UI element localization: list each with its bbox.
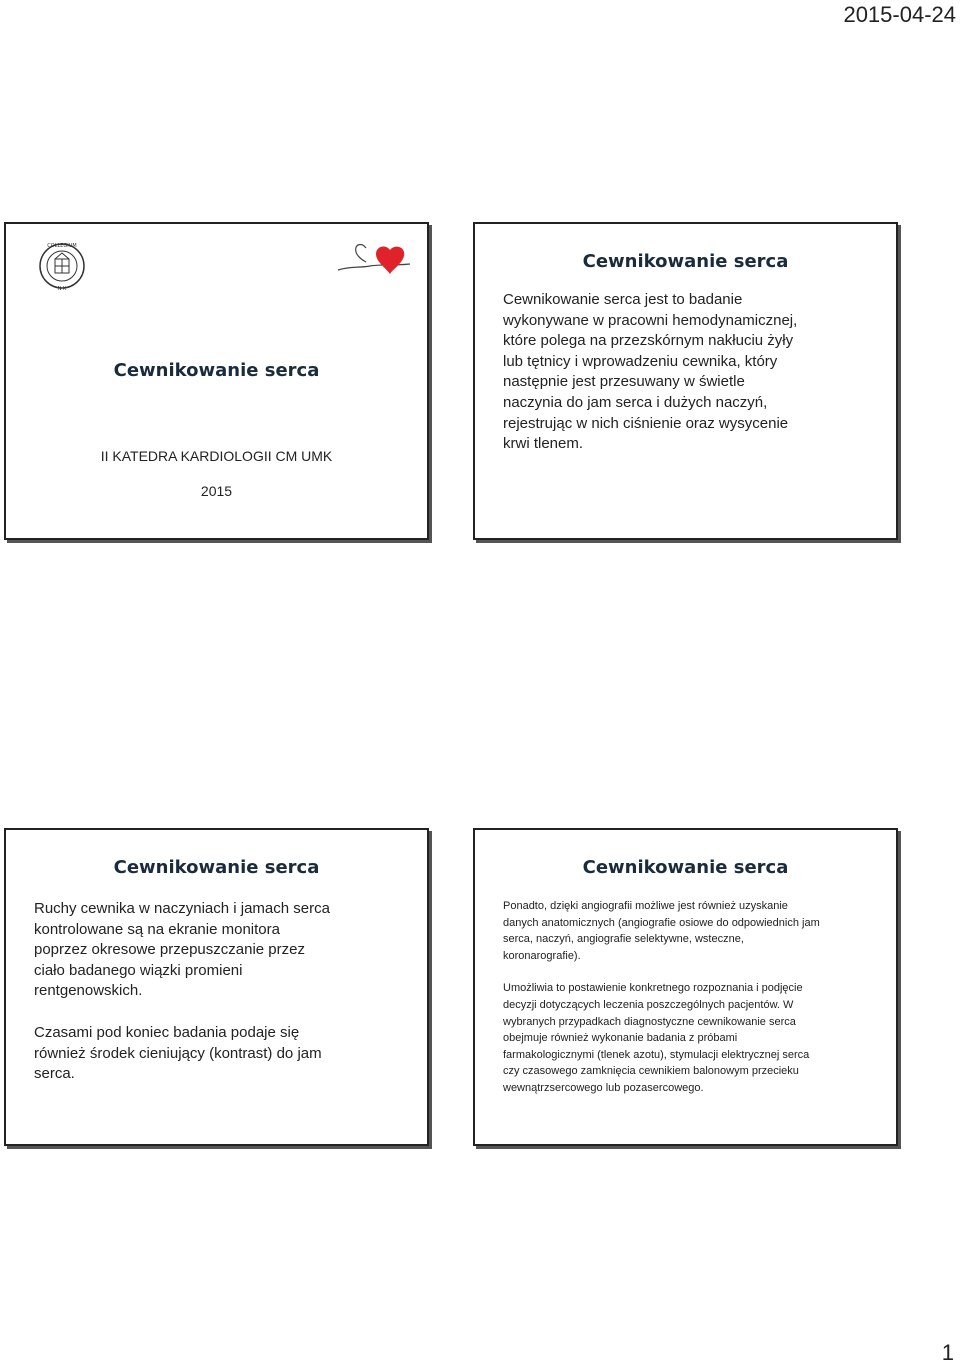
department-name: II KATEDRA KARDIOLOGII CM UMK — [100, 448, 333, 464]
text-line: naczynia do jam serca i dużych naczyń, — [503, 393, 768, 411]
text-line: danych anatomicznych (angiografie osiowe do odpowiednich jam — [503, 916, 820, 929]
slide-1 — [4, 222, 429, 540]
text-line: Cewnikowanie serca jest to badanie — [503, 291, 743, 308]
text-line: czy czasowego zamknięcia cewnikiem balonowym przecieku — [503, 1065, 799, 1078]
text-line: Czasami pod koniec badania podaje się — [34, 1023, 300, 1041]
text-line: serca. — [34, 1065, 75, 1083]
page-number: 1 — [941, 1340, 954, 1365]
slide-4 — [473, 828, 898, 1146]
text-line: rentgenowskich. — [34, 982, 143, 1000]
text-line: lub tętnicy i wprowadzeniu cewnika, który — [503, 352, 778, 370]
text-line: wewnątrzsercowego lub pozasercowego. — [503, 1081, 704, 1094]
heart-logo — [336, 242, 412, 282]
text-line: serca, naczyń, angiografie selektywne, wsteczne, — [503, 933, 744, 946]
slide-title: Cewnikowanie serca — [113, 857, 320, 878]
slide-title: Cewnikowanie serca — [113, 360, 320, 381]
text-line: kontrolowane są na ekranie monitora — [34, 920, 280, 938]
text-line: Umożliwia to postawienie konkretnego rozpoznania i podjęcie — [503, 982, 803, 995]
text-line: również środek cieniujący (kontrast) do jam — [34, 1044, 322, 1062]
slide-title: Cewnikowanie serca — [582, 251, 789, 272]
text-line: które polega na przezskórnym nakłuciu żyły — [503, 332, 794, 350]
text-line: farmakologicznymi (tlenek azotu), stymulacji elektrycznej serca — [503, 1048, 810, 1061]
text-line: koronarografie). — [503, 949, 581, 962]
text-line: ciało badanego wiązki promieni — [34, 961, 243, 979]
text-line: następnie jest przesuwany w świetle — [503, 373, 745, 391]
text-line: decyzji dotyczących leczenia poszczególnych pacjentów. W — [503, 998, 794, 1011]
slide-title: Cewnikowanie serca — [582, 857, 789, 878]
text-line: poprzez okresowe przepuszczanie przez — [34, 941, 305, 959]
text-line: krwi tlenem. — [503, 435, 584, 453]
page-date: 2015-04-24 — [843, 2, 956, 27]
svg-text:N·K: N·K — [57, 286, 67, 292]
slide-body — [503, 290, 893, 455]
slide-body — [503, 898, 893, 1097]
text-line: obejmuje również wykonanie badania z próbami — [503, 1032, 738, 1045]
text-line: rejestrując w nich ciśnienie oraz wysycenie — [503, 414, 789, 432]
svg-text:COLLEGIUM: COLLEGIUM — [47, 243, 77, 249]
slide-body — [34, 899, 424, 1085]
text-line: wykonywane w pracowni hemodynamicznej, — [503, 311, 798, 329]
year: 2015 — [200, 483, 233, 499]
text-line: wybranych przypadkach diagnostyczne cewnikowanie serca — [503, 1015, 796, 1028]
text-line: Ruchy cewnika w naczyniach i jamach serca — [34, 900, 330, 917]
collegium-medicum-seal-logo — [38, 235, 86, 297]
slide-2 — [473, 222, 898, 540]
text-line: Ponadto, dzięki angiografii możliwe jest również uzyskanie — [503, 900, 788, 912]
slide-3 — [4, 828, 429, 1146]
